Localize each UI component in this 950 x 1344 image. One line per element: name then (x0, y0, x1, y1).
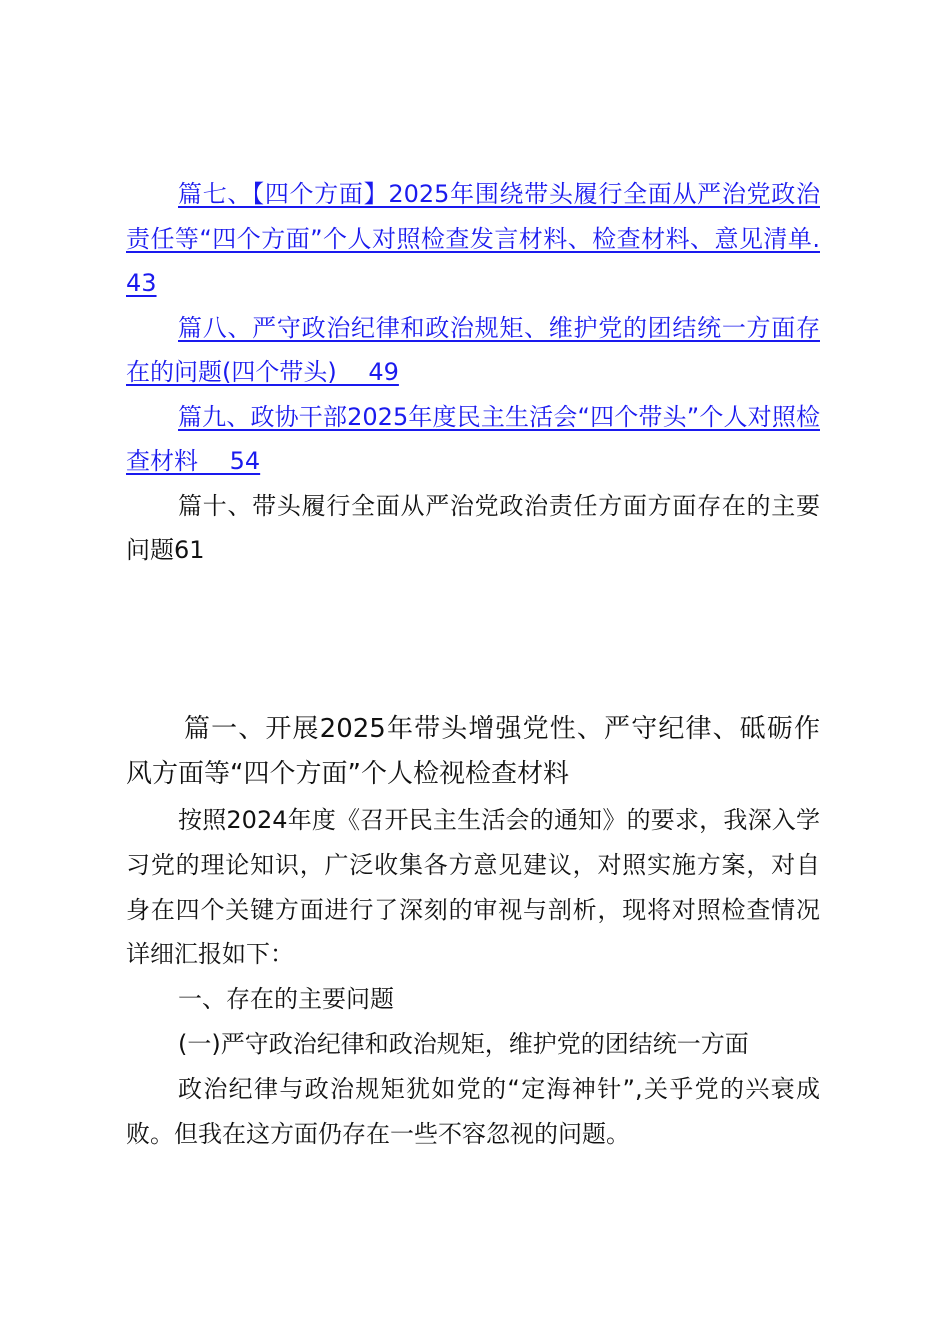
body-text (126, 798, 820, 1156)
toc-link-9[interactable]: 篇九、政协干部2025年度民主生活会“四个带头”个人对照检查材料 54 (126, 402, 820, 475)
toc-entry-9[interactable] (126, 395, 820, 484)
toc-text-10: 篇十、带头履行全面从严治党政治责任方面方面存在的主要问题61 (126, 491, 820, 564)
intro-paragraph: 按照2024年度《召开民主生活会的通知》的要求，我深入学习党的理论知识，广泛收集各方意见建议，对照实施方案，对自身在四个关键方面进行了深刻的审视与剖析，现将对照检查情况详细汇报如下： (126, 806, 820, 969)
toc-link-7[interactable]: 篇七、【四个方面】2025年围绕带头履行全面从严治党政治责任等“四个方面”个人对照检查发言材料、检查材料、意见清单.43 (126, 180, 820, 297)
heading-level-1: 一、存在的主要问题 (178, 985, 394, 1014)
section-title: 篇一、开展2025年带头增强党性、严守纪律、砥砺作风方面等“四个方面”个人检视检查材料 (126, 714, 820, 789)
toc-entry-7[interactable] (126, 172, 820, 306)
toc-link-8[interactable]: 篇八、严守政治纪律和政治规矩、维护党的团结统一方面存在的问题(四个带头) 49 (126, 313, 820, 386)
toc-entry-10 (126, 484, 820, 573)
table-of-contents (126, 172, 820, 573)
body-paragraph: 政治纪律与政治规矩犹如党的“定海神针”,关乎党的兴衰成败。但我在这方面仍存在一些不容忽视的问题。 (126, 1074, 820, 1148)
toc-entry-8[interactable] (126, 306, 820, 395)
heading-level-2: (一)严守政治纪律和政治规矩，维护党的团结统一方面 (178, 1029, 749, 1058)
